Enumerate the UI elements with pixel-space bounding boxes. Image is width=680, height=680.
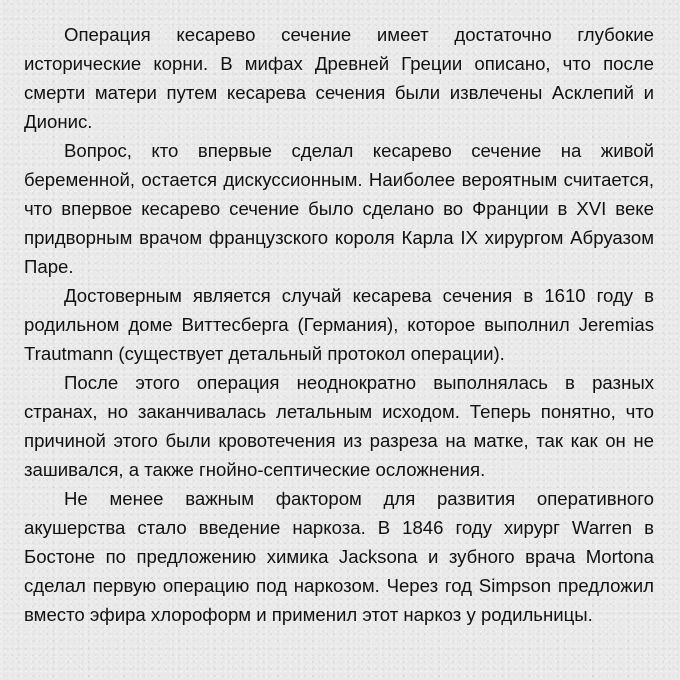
paragraph-ancient-history: Операция кесарево сечение имеет достаточно глубокие исторические корни. В мифах Древней Греции описано, что после смерти матери путем кесарева сечения были извлечены Асклепий и Дионис. [24,24,654,132]
paragraph-first-operation: Вопрос, кто впервые сделал кесарево сечение на живой беременной, остается дискуссионным. Наиболее вероятным считается, что впервое кесарево сечение было сделано во Франции в XVI веке придворным врачом французского короля Карла IX хирургом Абруазом Паре. [24,140,654,277]
paragraph-anesthesia: Не менее важным фактором для развития оперативного акушерства стало введение наркоза. В 1846 году хирург Warren в Бостоне по предложению химика Jacksonа и зубного врача Mortonа сделал первую операцию под наркозом. Через год Simpson предложил вместо эфира хлороформ и применил этот наркоз у родильницы. [24,488,654,625]
paragraph-later-outcomes: После этого операция неоднократно выполнялась в разных странах, но заканчивалась летальным исходом. Теперь понятно, что причиной этого были кровотечения из разреза на матке, так как он не зашивался, а также гнойно-септические осложнения. [24,372,654,480]
paragraph-1610-case: Достоверным является случай кесарева сечения в 1610 году в родильном доме Виттесберга (Германия), которое выполнил Jeremias Trautmann (существует детальный протокол операции). [24,285,654,364]
